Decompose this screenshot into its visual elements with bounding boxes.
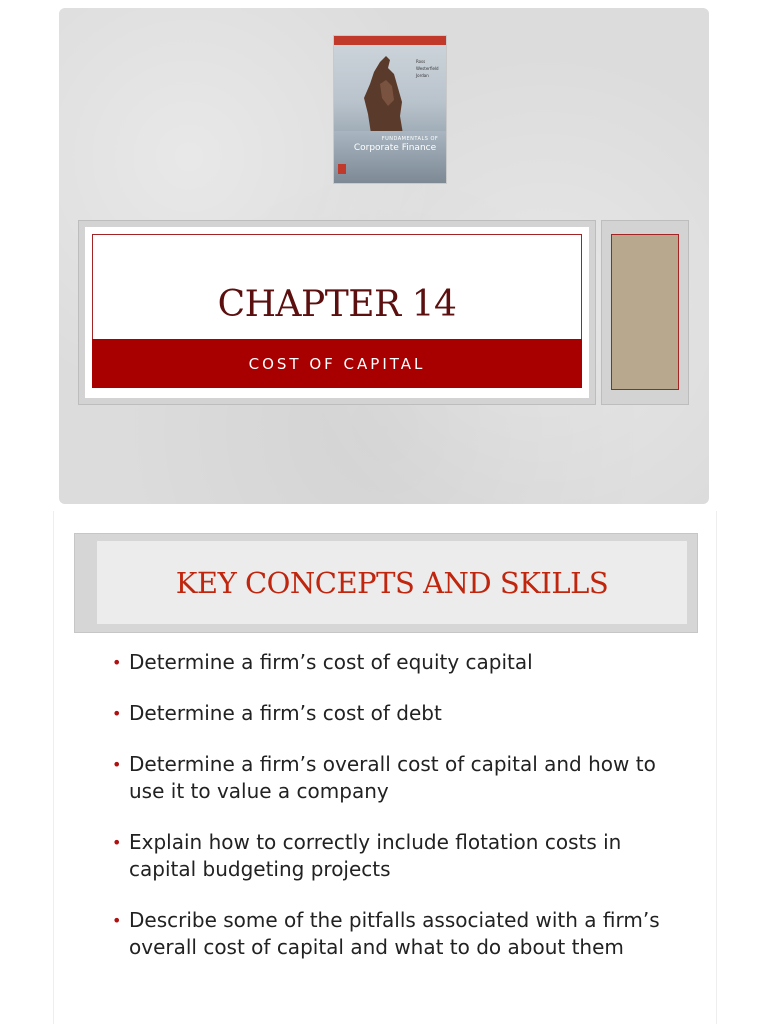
title-panel — [78, 220, 596, 405]
cover-authors: Ross Westerfield Jordan — [416, 59, 439, 78]
subtitle-bar — [92, 339, 582, 388]
heading-panel — [74, 533, 698, 633]
bullet-text: Determine a firm’s overall cost of capital and how to use it to value a company — [129, 752, 656, 803]
sea-stack-rock-illustration — [358, 54, 408, 140]
content-slide — [53, 511, 717, 1024]
list-item — [110, 829, 680, 883]
cover-top-band — [334, 36, 446, 45]
heading-card — [97, 541, 687, 624]
list-item — [110, 649, 680, 676]
bullet-icon: • — [112, 704, 122, 723]
list-item — [110, 751, 680, 805]
side-accent-panel — [601, 220, 689, 405]
bullet-icon: • — [112, 833, 122, 852]
cover-title-text: Corporate Finance — [353, 143, 437, 153]
title-frame — [92, 234, 582, 339]
publisher-logo-icon — [338, 164, 346, 174]
list-item — [110, 907, 680, 961]
slide-heading: KEY CONCEPTS AND SKILLS — [175, 565, 609, 600]
title-card — [85, 227, 589, 398]
bullet-list — [110, 649, 680, 985]
side-accent-card — [611, 234, 679, 390]
book-cover-image — [334, 36, 446, 183]
chapter-subtitle: COST OF CAPITAL — [248, 354, 426, 373]
list-item — [110, 700, 680, 727]
bullet-text: Describe some of the pitfalls associated with a firm’s overall cost of capital and what to do about them — [129, 908, 660, 959]
bullet-icon: • — [112, 911, 122, 930]
bullet-text: Determine a firm’s cost of equity capital — [129, 650, 533, 674]
cover-series-text: FUNDAMENTALS OF — [381, 136, 439, 142]
bullet-text: Determine a firm’s cost of debt — [129, 701, 442, 725]
bullet-icon: • — [112, 653, 122, 672]
bullet-text: Explain how to correctly include flotation costs in capital budgeting projects — [129, 830, 622, 881]
bullet-icon: • — [112, 755, 122, 774]
chapter-title: CHAPTER 14 — [217, 284, 457, 325]
title-slide — [59, 8, 709, 504]
